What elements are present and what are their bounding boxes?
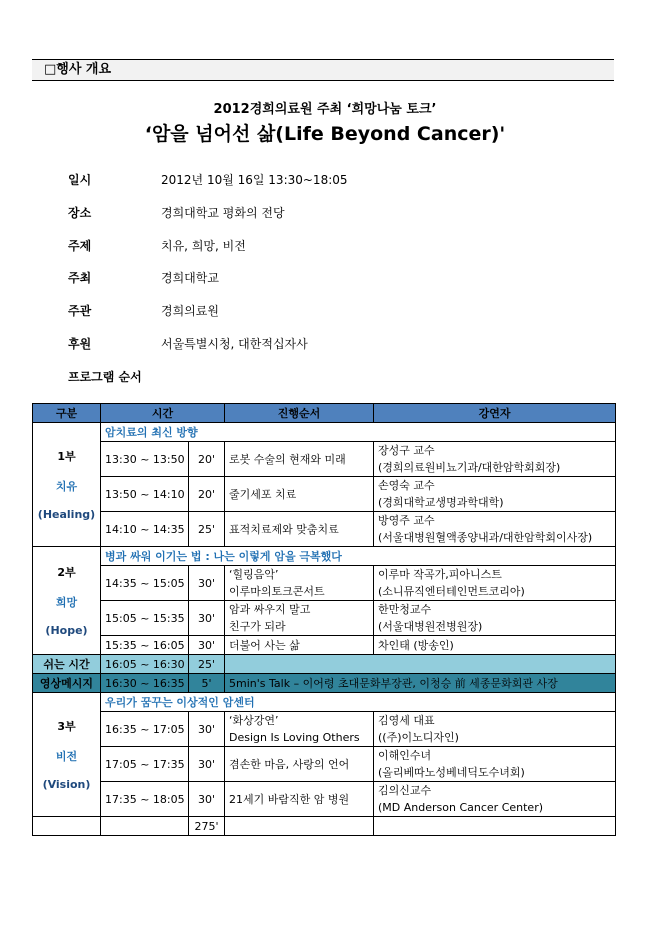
section-title: 암치료의 최신 방향 xyxy=(101,423,616,442)
table-row xyxy=(33,712,616,747)
speaker-cell: 김의신교수 (MD Anderson Cancer Center) xyxy=(374,782,616,817)
break-label: 쉬는 시간 xyxy=(33,655,101,674)
minutes-cell: 25' xyxy=(189,655,225,674)
schedule-table xyxy=(32,403,616,836)
table-row xyxy=(33,782,616,817)
time-cell: 14:10 ~ 14:35 xyxy=(101,512,189,547)
program-cell: 줄기세포 치료 xyxy=(225,477,374,512)
program-cell: ‘화상강연’ Design Is Loving Others xyxy=(225,712,374,747)
info-key: 후원 xyxy=(68,337,92,351)
total-empty-cell xyxy=(225,817,374,836)
minutes-cell: 5' xyxy=(189,674,225,693)
info-key: 일시 xyxy=(68,173,92,187)
minutes-cell: 30' xyxy=(189,712,225,747)
time-cell: 13:30 ~ 13:50 xyxy=(101,442,189,477)
section-title-row xyxy=(33,693,616,712)
program-cell: 겸손한 마음, 사랑의 언어 xyxy=(225,747,374,782)
time-cell: 17:35 ~ 18:05 xyxy=(101,782,189,817)
time-cell: 16:35 ~ 17:05 xyxy=(101,712,189,747)
video-label: 영상메시지 xyxy=(33,674,101,693)
header-speaker: 강연자 xyxy=(374,404,616,423)
break-row xyxy=(33,655,616,674)
section-header-bar xyxy=(32,59,614,81)
section-title-row xyxy=(33,547,616,566)
program-cell: 표적치료제와 맞춤치료 xyxy=(225,512,374,547)
minutes-cell: 20' xyxy=(189,477,225,512)
info-value: 경희의료원 xyxy=(161,304,219,318)
info-key: 주최 xyxy=(68,271,92,285)
speaker-cell: 이루마 작곡가,피아니스트 (소니뮤직엔터테인먼트코리아) xyxy=(374,566,616,601)
table-row xyxy=(33,566,616,601)
time-cell: 15:35 ~ 16:05 xyxy=(101,636,189,655)
minutes-cell: 30' xyxy=(189,782,225,817)
table-row xyxy=(33,636,616,655)
info-key: 장소 xyxy=(68,206,92,220)
total-row xyxy=(33,817,616,836)
total-empty-cell xyxy=(33,817,101,836)
speaker-cell: 한만청교수 (서울대병원전병원장) xyxy=(374,601,616,636)
info-value: 치유, 희망, 비전 xyxy=(161,239,246,253)
minutes-cell: 20' xyxy=(189,442,225,477)
speaker-cell: 방영주 교수 (서울대병원혈액종양내과/대한암학회이사장) xyxy=(374,512,616,547)
event-title: ‘암을 넘어선 삶(Life Beyond Cancer)' xyxy=(144,123,506,145)
program-title: 프로그램 순서 xyxy=(68,370,142,384)
part-1-label: 1부 치유 (Healing) xyxy=(33,423,101,547)
info-value: 경희대학교 평화의 전당 xyxy=(161,206,285,220)
time-cell: 17:05 ~ 17:35 xyxy=(101,747,189,782)
table-header-row xyxy=(33,404,616,423)
table-row xyxy=(33,601,616,636)
minutes-cell: 30' xyxy=(189,601,225,636)
time-cell: 16:30 ~ 16:35 xyxy=(101,674,189,693)
speaker-cell: 손영숙 교수 (경희대학교생명과학대학) xyxy=(374,477,616,512)
total-minutes-cell: 275' xyxy=(189,817,225,836)
minutes-cell: 30' xyxy=(189,566,225,601)
speaker-cell: 장성구 교수 (경희의료원비뇨기과/대한암학회회장) xyxy=(374,442,616,477)
break-empty-cell xyxy=(225,655,616,674)
time-cell: 16:05 ~ 16:30 xyxy=(101,655,189,674)
time-cell: 13:50 ~ 14:10 xyxy=(101,477,189,512)
part-3-label: 3부 비전 (Vision) xyxy=(33,693,101,817)
info-value: 2012년 10월 16일 13:30~18:05 xyxy=(161,173,348,187)
minutes-cell: 25' xyxy=(189,512,225,547)
section-header: □행사 개요 xyxy=(44,62,112,77)
info-value: 서울특별시청, 대한적십자사 xyxy=(161,337,308,351)
program-cell: 21세기 바람직한 암 병원 xyxy=(225,782,374,817)
event-subtitle: 2012경희의료원 주최 ‘희망나눔 토크’ xyxy=(213,102,437,117)
header-program: 진행순서 xyxy=(225,404,374,423)
total-empty-cell xyxy=(101,817,189,836)
speaker-cell: 이해인수녀 (올리베따노성베네딕도수녀회) xyxy=(374,747,616,782)
minutes-cell: 30' xyxy=(189,636,225,655)
total-empty-cell xyxy=(374,817,616,836)
table-row xyxy=(33,442,616,477)
part-2-label: 2부 희망 (Hope) xyxy=(33,547,101,655)
video-message-row xyxy=(33,674,616,693)
info-key: 주제 xyxy=(68,239,92,253)
table-row xyxy=(33,477,616,512)
section-title-row xyxy=(33,423,616,442)
info-key: 주관 xyxy=(68,304,92,318)
info-value: 경희대학교 xyxy=(161,271,219,285)
header-category: 구분 xyxy=(33,404,101,423)
speaker-cell: 차인태 (방송인) xyxy=(374,636,616,655)
table-row xyxy=(33,747,616,782)
section-title: 병과 싸워 이기는 법 : 나는 이렇게 암을 극복했다 xyxy=(101,547,616,566)
time-cell: 14:35 ~ 15:05 xyxy=(101,566,189,601)
program-cell: 암과 싸우지 말고 친구가 되라 xyxy=(225,601,374,636)
program-cell: ‘힐링음악’ 이루마의토크콘서트 xyxy=(225,566,374,601)
time-cell: 15:05 ~ 15:35 xyxy=(101,601,189,636)
header-time: 시간 xyxy=(101,404,225,423)
section-title: 우리가 꿈꾸는 이상적인 암센터 xyxy=(101,693,616,712)
minutes-cell: 30' xyxy=(189,747,225,782)
speaker-cell: 김영세 대표 ((주)이노디자인) xyxy=(374,712,616,747)
program-cell: 로봇 수술의 현재와 미래 xyxy=(225,442,374,477)
video-program-cell: 5min's Talk – 이어령 초대문화부장관, 이청승 前 세종문화회관 사장 xyxy=(225,674,616,693)
program-cell: 더불어 사는 삶 xyxy=(225,636,374,655)
table-row xyxy=(33,512,616,547)
